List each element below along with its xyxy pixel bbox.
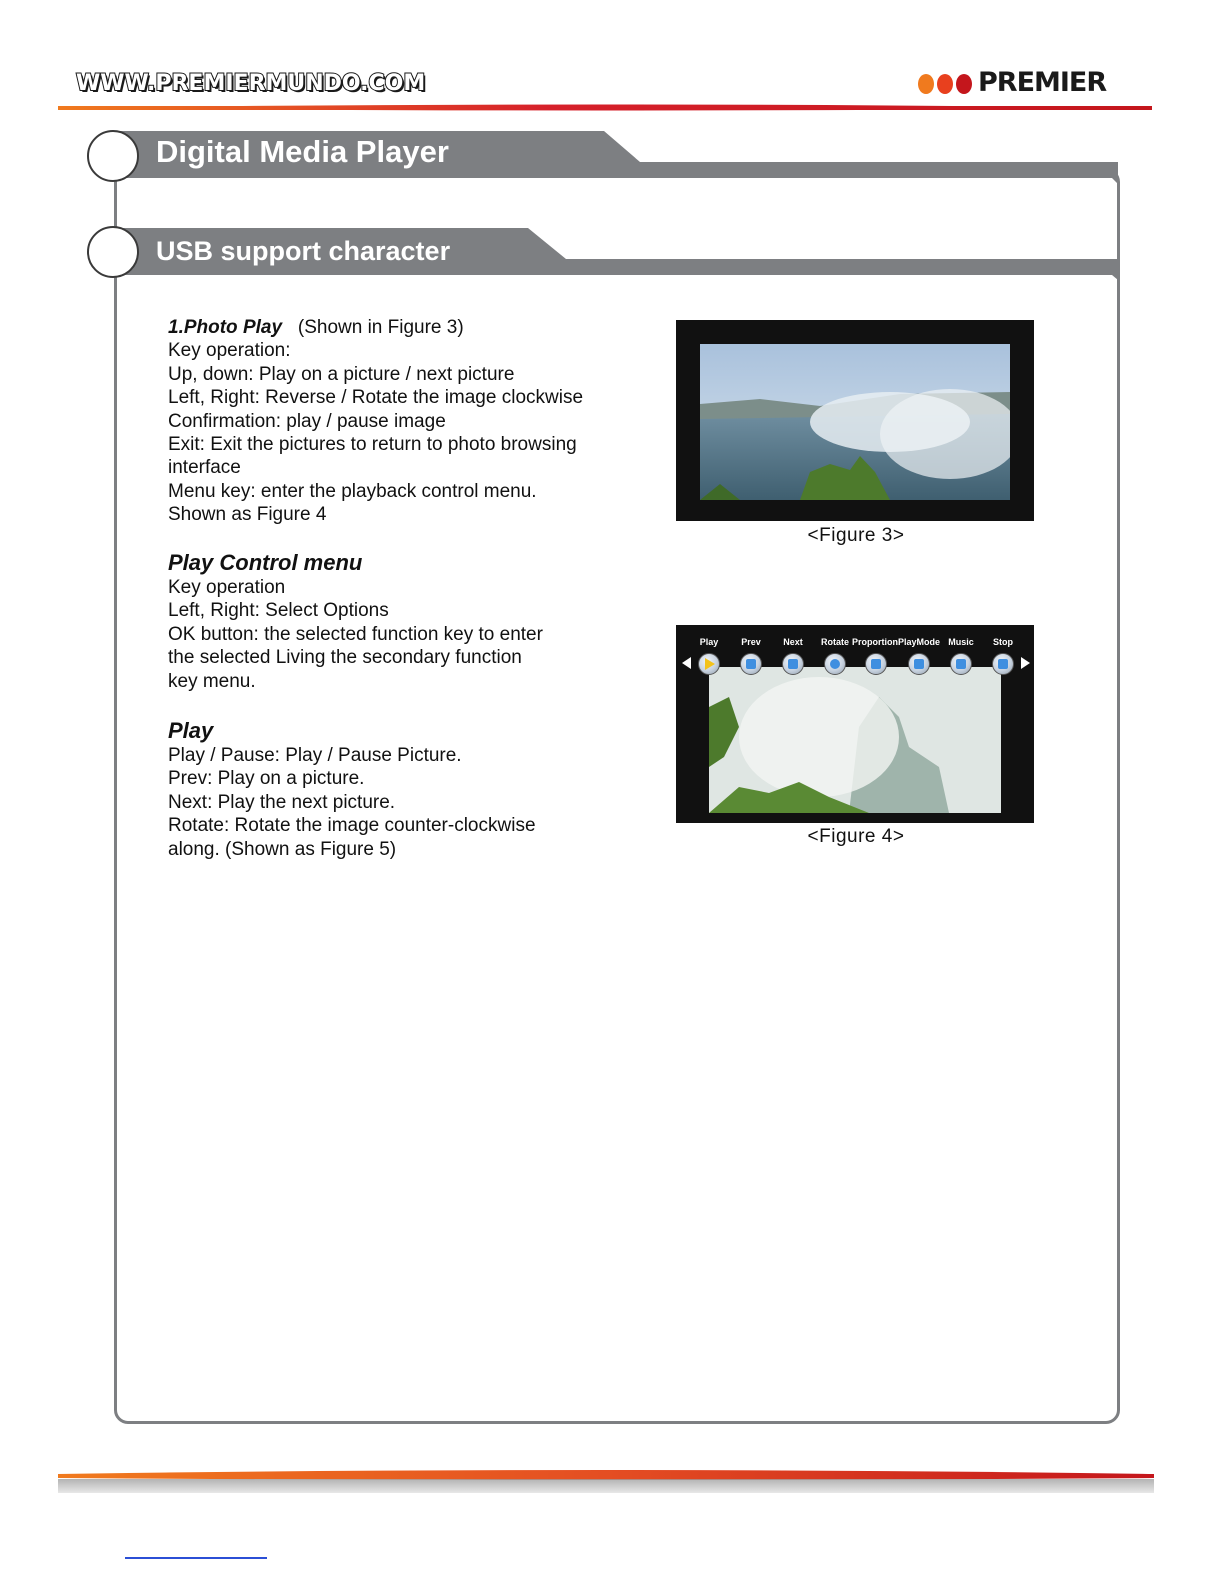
menu-label-stop: Stop	[993, 637, 1013, 647]
menu-label-playmode: PlayMode	[897, 637, 940, 647]
menu-label-play: Play	[699, 637, 719, 647]
figure-3-caption: <Figure 3>	[807, 525, 905, 546]
photo-play-line: Confirmation: play / pause image	[168, 410, 446, 432]
menu-label-proportion: Proportion	[852, 637, 898, 647]
play-line: Prev: Play on a picture.	[168, 768, 365, 790]
play-line: Next: Play the next picture.	[168, 791, 396, 813]
photo-play-note: (Shown in Figure 3)	[297, 317, 464, 338]
play-control-heading: Play Control menu	[168, 550, 363, 575]
site-url: WWW.PREMIERMUNDO.COM	[76, 71, 426, 96]
photo-play-line: Left, Right: Reverse / Rotate the image clockwise	[168, 387, 584, 409]
play-control-line: OK button: the selected function key to enter	[168, 623, 543, 645]
menu-label-next: Next	[783, 637, 803, 647]
photo-play-line: interface	[168, 457, 241, 479]
figure-4-caption: <Figure 4>	[807, 826, 905, 847]
brand-name: PREMIER	[978, 67, 1107, 98]
photo-play-line: Exit: Exit the pictures to return to photo browsing	[168, 434, 577, 456]
play-line: along. (Shown as Figure 5)	[168, 838, 397, 860]
play-control-line: Key operation	[168, 577, 286, 598]
menu-label-prev: Prev	[741, 637, 761, 647]
section-subtitle: USB support character	[156, 236, 451, 266]
menu-label-rotate: Rotate	[820, 637, 849, 647]
photo-play-line: Menu key: enter the playback control menu.	[168, 480, 537, 502]
photo-play-line: Shown as Figure 4	[168, 504, 327, 526]
photo-play-line: Up, down: Play on a picture / next picture	[168, 363, 515, 385]
play-line: Rotate: Rotate the image counter-clockwise	[168, 815, 536, 837]
play-control-line: the selected Living the secondary function	[168, 647, 522, 669]
play-control-line: key menu.	[168, 670, 256, 692]
footer-link-underline	[125, 1557, 267, 1559]
photo-play-title: 1.Photo Play	[168, 317, 283, 338]
play-heading: Play	[168, 718, 214, 743]
photo-play-line: Key operation:	[168, 340, 291, 362]
menu-label-music: Music	[948, 637, 974, 647]
page-title: Digital Media Player	[156, 134, 449, 169]
play-line: Play / Pause: Play / Pause Picture.	[168, 745, 462, 766]
play-control-line: Left, Right: Select Options	[168, 600, 389, 622]
